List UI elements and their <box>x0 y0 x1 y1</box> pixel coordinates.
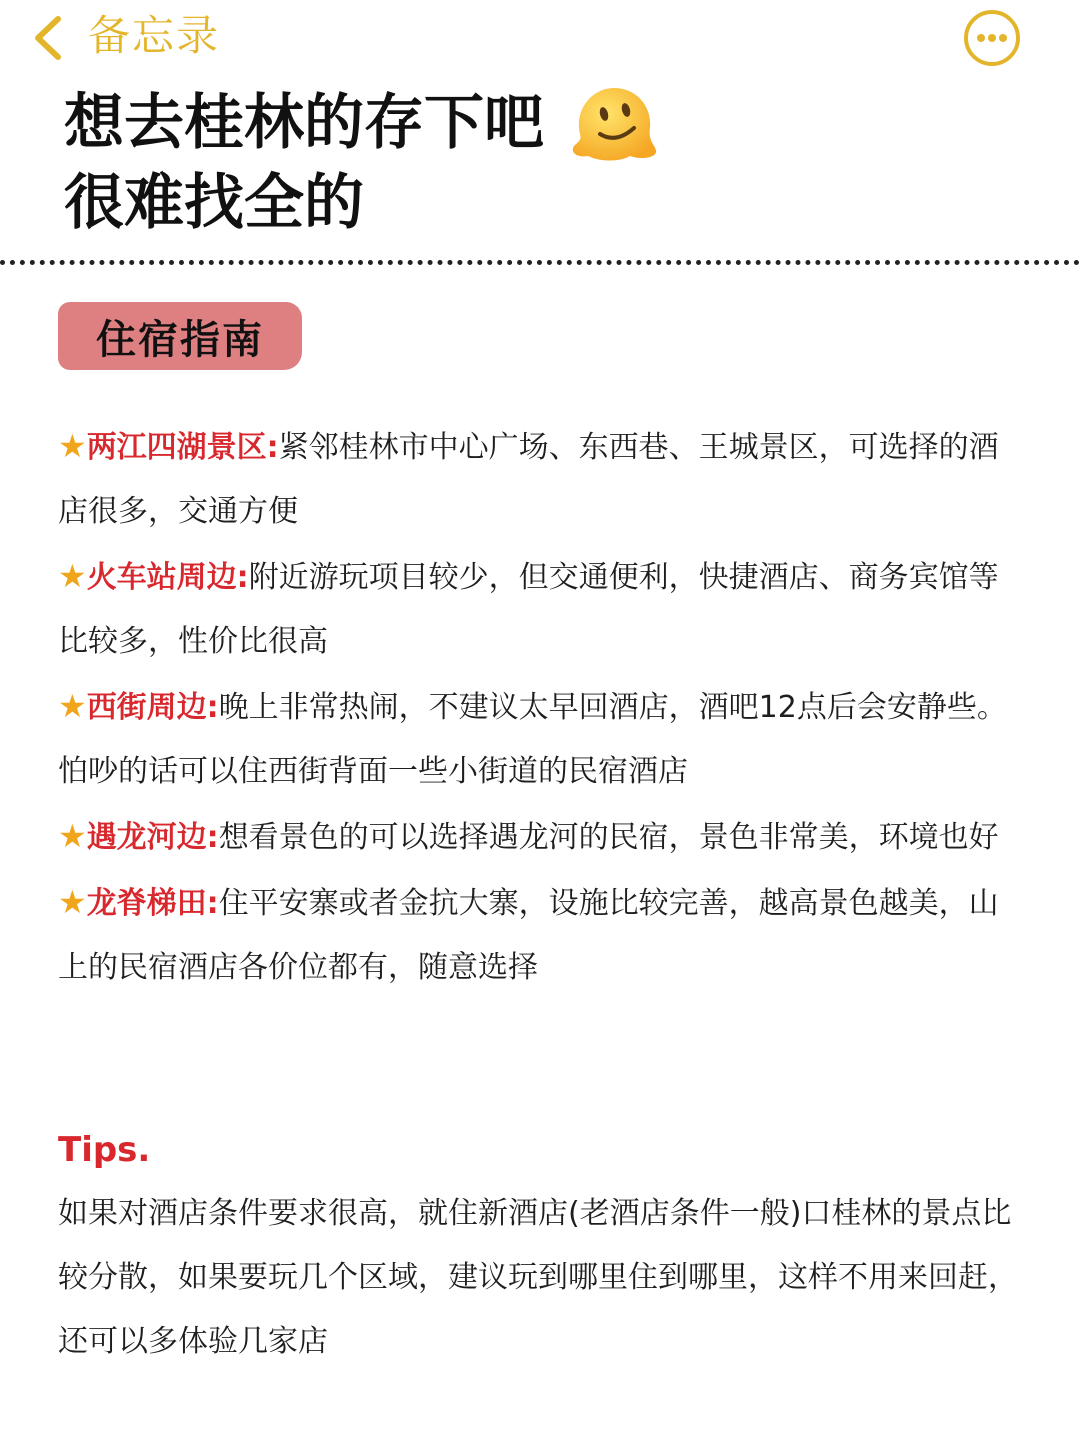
list-item <box>58 544 1024 674</box>
heading-line-2 <box>64 164 964 242</box>
tips-title: Tips. <box>58 1130 151 1170</box>
star-icon: ★ <box>58 427 87 465</box>
back-button[interactable] <box>28 8 68 68</box>
more-dots-icon <box>962 8 1022 68</box>
item-title: 龙脊梯田: <box>86 886 219 921</box>
star-icon: ★ <box>58 817 87 855</box>
heading-text-2: 很难找全的 <box>64 168 364 238</box>
star-icon: ★ <box>58 557 87 595</box>
list-item <box>58 804 1024 870</box>
item-title: 两江四湖景区: <box>86 430 279 465</box>
item-title: 西街周边: <box>86 690 219 725</box>
item-title: 火车站周边: <box>86 560 249 595</box>
section-label: 住宿指南 <box>58 302 302 370</box>
accommodation-list <box>58 414 1024 1000</box>
item-text: 紧邻桂林市中心广场、东西巷、王城景区，可选择的酒店很多，交通方便 <box>58 430 999 529</box>
list-item <box>58 870 1024 1000</box>
chevron-left-icon <box>28 13 68 63</box>
item-text: 想看景色的可以选择遇龙河的民宿，景色非常美，环境也好 <box>218 820 999 855</box>
list-item <box>58 414 1024 544</box>
star-icon: ★ <box>58 687 87 725</box>
more-button[interactable] <box>962 8 1022 68</box>
item-title: 遇龙河边: <box>86 820 219 855</box>
note-heading <box>64 82 964 242</box>
tips-text: 如果对酒店条件要求很高，就住新酒店(老酒店条件一般)口桂林的景点比较分散，如果要玩几个区域，建议玩到哪里住到哪里，这样不用来回赶，还可以多体验几家店 <box>58 1196 1018 1359</box>
item-text: 住平安寨或者金抗大寨，设施比较完善，越高景色越美，山上的民宿酒店各价位都有，随意选择 <box>58 886 999 985</box>
heading-text-1: 想去桂林的存下吧 <box>64 88 544 158</box>
melting-face-icon <box>570 82 658 164</box>
nav-bar <box>0 0 1080 72</box>
item-text: 附近游玩项目较少，但交通便利，快捷酒店、商务宾馆等比较多，性价比很高 <box>58 560 999 659</box>
item-text: 晚上非常热闹，不建议太早回酒店，酒吧12点后会安静些。怕吵的话可以住西街背面一些小街道的民宿酒店 <box>58 690 1007 789</box>
list-item <box>58 674 1024 804</box>
dotted-divider <box>0 260 1080 265</box>
back-label[interactable]: 备忘录 <box>88 11 221 60</box>
heading-line-1 <box>64 82 964 164</box>
star-icon: ★ <box>58 883 87 921</box>
